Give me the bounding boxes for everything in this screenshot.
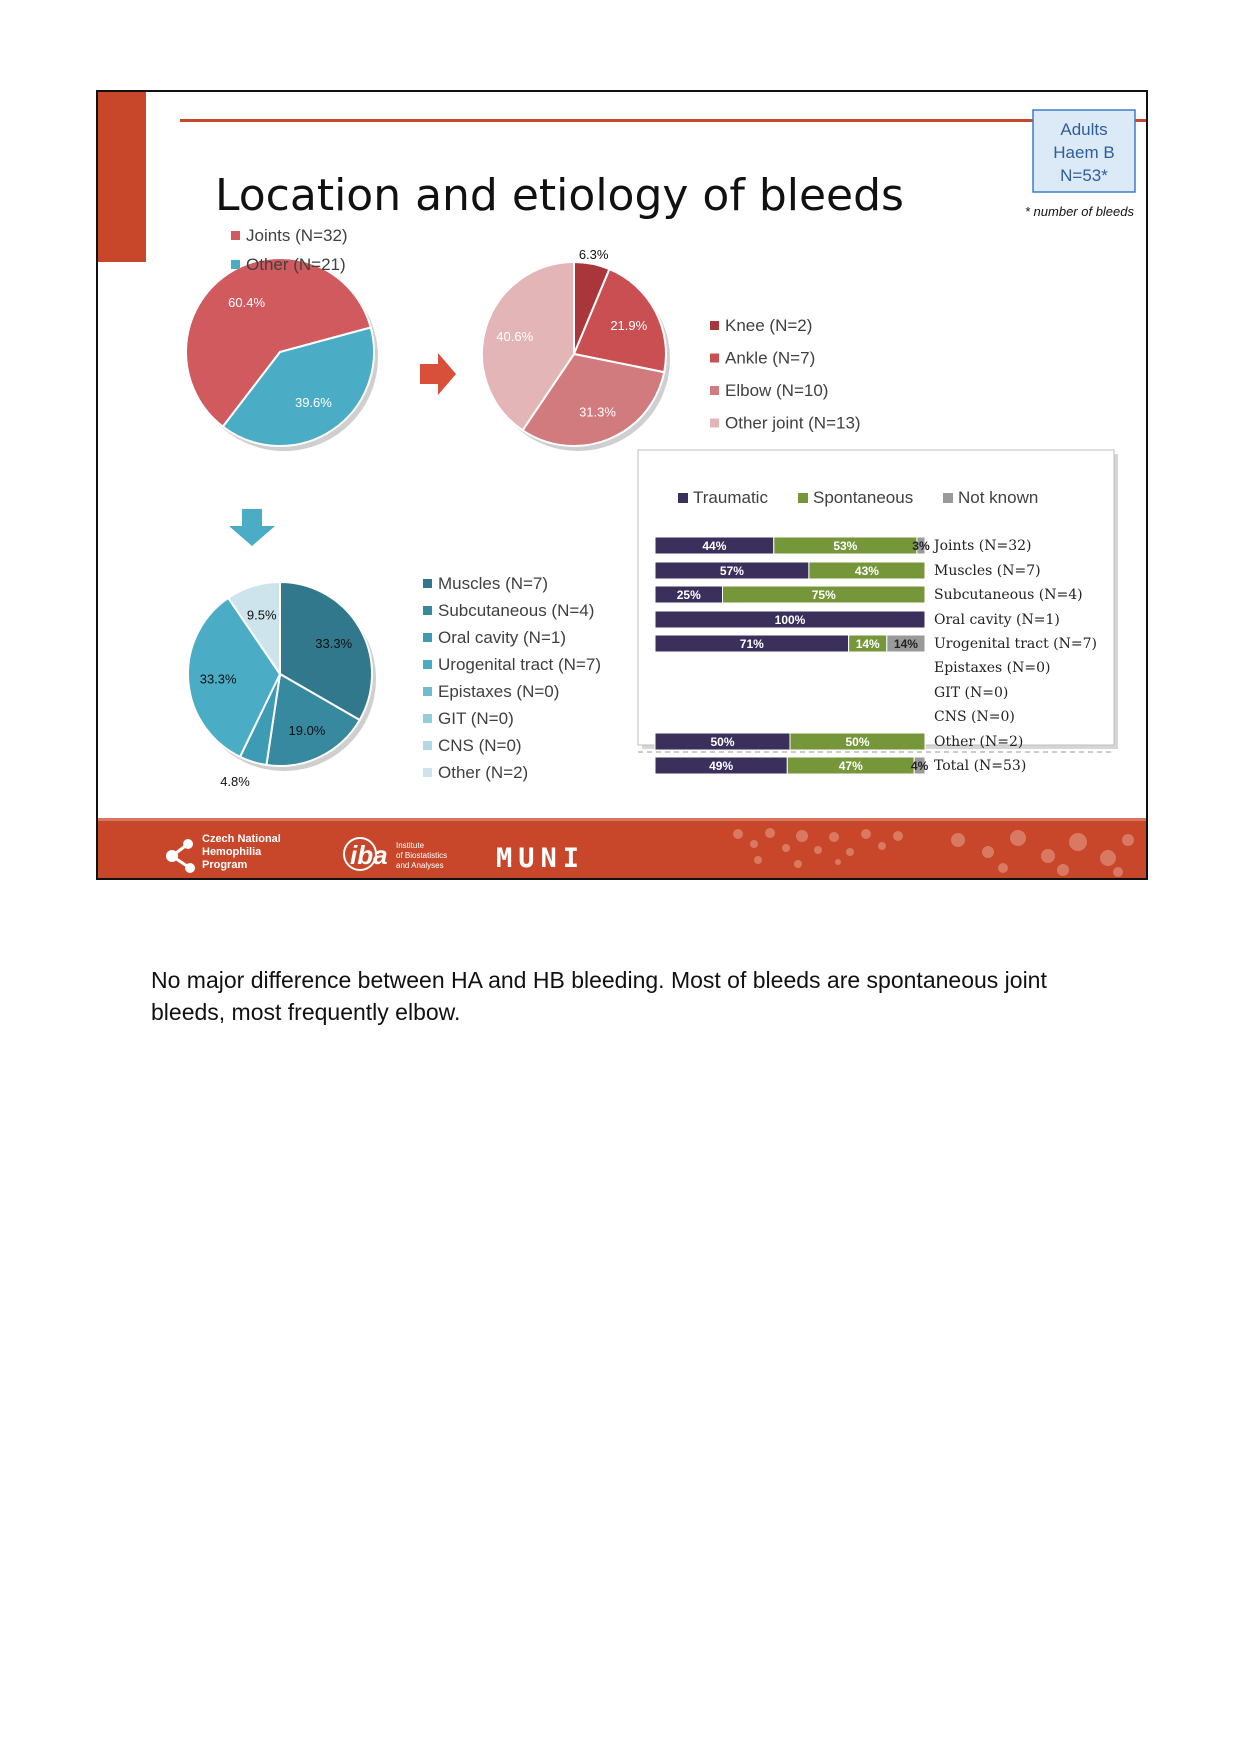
slide bbox=[96, 90, 1148, 880]
iba-logo-line: of Biostatistics bbox=[396, 851, 448, 860]
bar-data-label: 53% bbox=[833, 539, 858, 553]
legend-label: Oral cavity (N=1) bbox=[438, 628, 566, 647]
pie-data-label: 6.3% bbox=[578, 246, 609, 262]
bar-data-label: 44% bbox=[702, 539, 727, 553]
bar-data-label: 4% bbox=[910, 759, 929, 773]
legend-label: Ankle (N=7) bbox=[725, 348, 816, 368]
badge-line: Haem B bbox=[1053, 143, 1115, 162]
category-label: Joints (N=32) bbox=[934, 538, 1032, 554]
legend-label: Subcutaneous (N=4) bbox=[438, 601, 595, 620]
bar-data-label: 3% bbox=[912, 539, 930, 553]
legend-swatch bbox=[423, 714, 432, 723]
legend-label: Muscles (N=7) bbox=[438, 574, 549, 593]
bar-data-label: 71% bbox=[739, 637, 764, 651]
bar-data-label: 14% bbox=[893, 637, 918, 651]
legend-swatch bbox=[943, 493, 953, 503]
legend-label: Epistaxes (N=0) bbox=[438, 682, 560, 701]
svg-text:iba: iba bbox=[350, 840, 388, 870]
arrow-right-icon bbox=[420, 353, 456, 395]
legend-label: Spontaneous bbox=[813, 488, 914, 507]
cnhp-logo-line: Hemophilia bbox=[202, 846, 262, 858]
pie-data-label: 4.8% bbox=[220, 774, 250, 790]
legend-swatch bbox=[423, 687, 432, 696]
arrow-down-icon bbox=[229, 509, 275, 546]
bar-data-label: 25% bbox=[676, 588, 701, 602]
bar-data-label: 100% bbox=[774, 613, 806, 627]
bar-data-label: 75% bbox=[811, 588, 836, 602]
category-label: GIT (N=0) bbox=[934, 685, 1009, 701]
category-label: Urogenital tract (N=7) bbox=[934, 636, 1097, 652]
legend-swatch bbox=[231, 231, 240, 240]
legend-swatch bbox=[231, 260, 240, 269]
category-label: Oral cavity (N=1) bbox=[934, 612, 1060, 628]
legend-label: Knee (N=2) bbox=[725, 316, 813, 335]
bar-data-label: 14% bbox=[855, 637, 880, 651]
pie-data-label: 19.0% bbox=[288, 722, 326, 738]
legend-label: CNS (N=0) bbox=[438, 736, 522, 755]
bar-data-label: 50% bbox=[710, 735, 735, 749]
title-accent-line bbox=[180, 119, 1146, 122]
category-label: Subcutaneous (N=4) bbox=[934, 587, 1083, 603]
pie-data-label: 33.3% bbox=[199, 671, 237, 687]
pie-data-label: 21.9% bbox=[610, 317, 648, 333]
adults-badge bbox=[1033, 110, 1135, 192]
slide-title: Location and etiology of bleeds bbox=[215, 170, 904, 221]
legend-label: Elbow (N=10) bbox=[725, 381, 829, 400]
pie-data-label: 31.3% bbox=[579, 404, 616, 420]
legend-swatch bbox=[678, 493, 688, 503]
legend-swatch bbox=[798, 493, 808, 503]
iba-logo-line: and Analyses bbox=[396, 861, 444, 870]
badge-line: N=53* bbox=[1060, 166, 1108, 185]
footnote: * number of bleeds bbox=[1024, 204, 1134, 219]
legend-swatch bbox=[423, 633, 432, 642]
legend-swatch bbox=[423, 606, 432, 615]
pie-data-label: 39.6% bbox=[294, 394, 332, 410]
bar-data-label: 50% bbox=[845, 735, 870, 749]
pie-data-label: 40.6% bbox=[496, 328, 534, 344]
pie-data-label: 33.3% bbox=[315, 636, 353, 651]
bar-data-label: 43% bbox=[854, 564, 879, 578]
pie-data-label: 9.5% bbox=[246, 607, 277, 623]
category-label: Epistaxes (N=0) bbox=[934, 660, 1051, 676]
bar-data-label: 57% bbox=[719, 564, 744, 578]
legend-swatch bbox=[710, 419, 719, 428]
category-label: CNS (N=0) bbox=[934, 709, 1015, 725]
legend-label: Traumatic bbox=[693, 488, 768, 507]
bar-data-label: 47% bbox=[838, 759, 863, 773]
legend-swatch bbox=[423, 660, 432, 669]
pie-chart-location bbox=[186, 226, 378, 451]
legend-swatch bbox=[423, 579, 432, 588]
speaker-note: No major difference between HA and HB bleeding. Most of bleeds are spontaneous joint bleeds, most frequently elbow. bbox=[151, 967, 1047, 1025]
pie-chart-joints bbox=[482, 247, 861, 451]
title-accent-block bbox=[98, 92, 146, 262]
badge-line: Adults bbox=[1060, 120, 1108, 139]
legend-swatch bbox=[423, 768, 432, 777]
bar-data-label: 49% bbox=[709, 759, 734, 773]
legend-swatch bbox=[710, 354, 719, 363]
category-label: Other (N=2) bbox=[934, 734, 1024, 750]
legend-label: GIT (N=0) bbox=[438, 709, 514, 728]
legend-label: Other joint (N=13) bbox=[725, 413, 861, 433]
cnhp-logo-line: Czech National bbox=[202, 833, 281, 845]
footer-bar bbox=[98, 818, 1146, 878]
legend-label: Joints (N=32) bbox=[246, 226, 348, 245]
legend-swatch bbox=[710, 321, 719, 330]
legend-label: Other (N=21) bbox=[246, 255, 346, 274]
legend-label: Other (N=2) bbox=[438, 763, 529, 782]
legend-label: Not known bbox=[958, 488, 1039, 507]
category-label: Total (N=53) bbox=[934, 758, 1027, 774]
legend-label: Urogenital tract (N=7) bbox=[438, 655, 601, 674]
legend-swatch bbox=[710, 386, 719, 395]
pie-data-label: 60.4% bbox=[228, 295, 266, 311]
legend-swatch bbox=[423, 741, 432, 750]
cnhp-logo-line: Program bbox=[202, 859, 248, 871]
slide-canvas bbox=[98, 92, 1146, 878]
category-label: Muscles (N=7) bbox=[934, 563, 1041, 579]
iba-logo-line: Institute bbox=[396, 841, 425, 850]
pie-chart-other-sites bbox=[188, 574, 601, 789]
muni-logo: MUNI bbox=[496, 843, 586, 874]
